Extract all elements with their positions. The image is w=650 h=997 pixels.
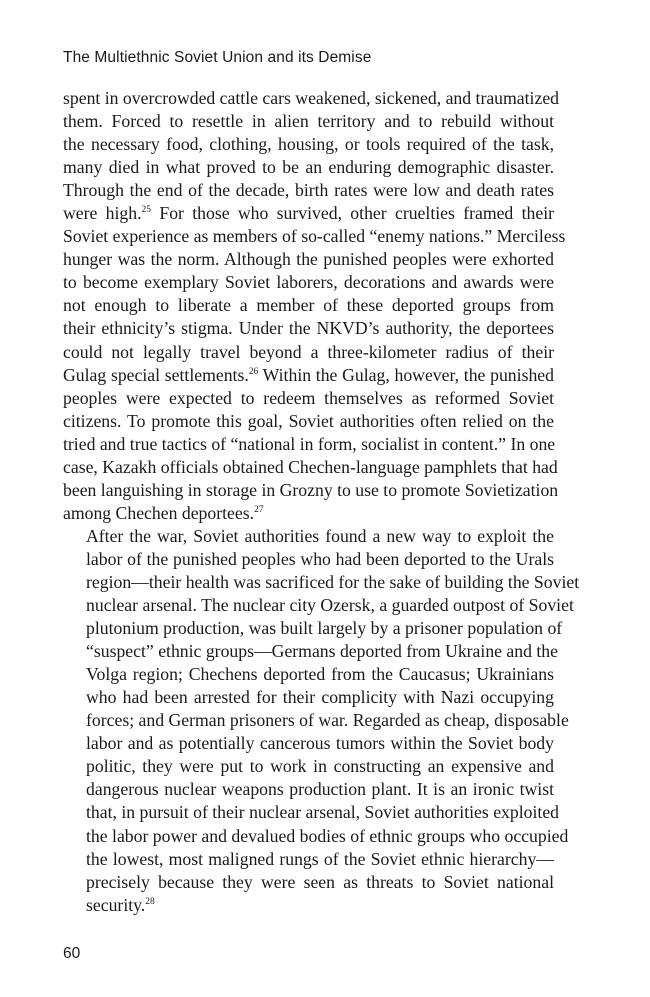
text-line xyxy=(63,133,554,156)
text-line xyxy=(63,825,569,848)
footnote-marker[interactable]: 28 xyxy=(145,896,155,907)
footnote-marker[interactable]: 26 xyxy=(248,366,259,377)
text-run: hunger was the norm. Although the punished peoples were exhorted xyxy=(63,249,554,270)
text-run: “suspect” ethnic groups—Germans deported from Ukraine and the xyxy=(86,641,559,662)
text-run: among Chechen deportees. xyxy=(63,502,255,523)
text-run: the necessary food, clothing, housing, or tools required of the task, xyxy=(63,134,554,155)
text-run: were high. xyxy=(63,203,142,224)
text-line xyxy=(63,525,554,548)
text-line xyxy=(63,709,569,732)
text-run: spent in overcrowded cattle cars weakened, sickened, and traumatized xyxy=(63,88,560,108)
text-run: labor of the punished peoples who had been deported to the Urals xyxy=(86,548,554,569)
text-line xyxy=(63,801,560,824)
text-run: been languishing in storage in Grozny to use to promote Sovietization xyxy=(63,479,559,500)
text-line xyxy=(63,548,554,571)
text-run: labor and as potentially cancerous tumors within the Soviet body xyxy=(86,733,554,754)
text-line xyxy=(63,179,554,202)
body-text xyxy=(63,87,580,917)
paragraph xyxy=(63,87,566,525)
text-run: the lowest, most maligned rungs of the Soviet ethnic hierarchy— xyxy=(86,848,554,869)
text-line xyxy=(63,848,554,871)
text-run: region—their health was sacrificed for the sake of building the Soviet xyxy=(86,571,580,592)
text-run: dangerous nuclear weapons production plant. It is an ironic twist xyxy=(86,779,554,800)
text-run: tried and true tactics of “national in form, socialist in content.” In one xyxy=(63,433,556,454)
text-run: that, in pursuit of their nuclear arsenal, Soviet authorities exploited xyxy=(86,802,560,823)
text-line xyxy=(63,87,560,110)
text-run: For those who survived, other cruelties framed their xyxy=(151,203,554,224)
text-run: forces; and German prisoners of war. Regarded as cheap, disposable xyxy=(86,710,569,731)
page-number: 60 xyxy=(63,945,81,962)
text-line xyxy=(63,571,580,594)
footnote-marker[interactable]: 25 xyxy=(141,205,152,216)
text-run: Soviet experience as members of so-called “enemy nations.” Merciless xyxy=(63,226,566,247)
text-run: precisely because they were seen as threats to Soviet national xyxy=(86,871,554,892)
footnote-marker[interactable]: 27 xyxy=(254,504,264,515)
text-line xyxy=(63,732,554,755)
text-run: politic, they were put to work in constructing an expensive and xyxy=(86,756,554,777)
text-line xyxy=(63,640,559,663)
text-run: Through the end of the decade, birth rates were low and death rates xyxy=(63,180,554,201)
text-run: Gulag special settlements. xyxy=(63,364,249,385)
text-line xyxy=(63,387,554,410)
text-line xyxy=(63,341,554,364)
text-line xyxy=(63,755,554,778)
text-line xyxy=(63,594,574,617)
text-run: could not legally travel beyond a three-kilometer radius of their xyxy=(63,341,554,362)
text-line xyxy=(63,225,566,248)
text-line xyxy=(63,871,554,894)
text-line xyxy=(63,410,554,433)
text-line xyxy=(63,663,554,686)
text-line xyxy=(63,156,554,179)
text-run: who had been arrested for their complicity with Nazi occupying xyxy=(86,687,554,708)
text-run: Volga region; Chechens deported from the Caucasus; Ukrainians xyxy=(86,664,554,685)
text-line xyxy=(63,294,554,317)
text-line xyxy=(63,248,554,271)
running-head: The Multiethnic Soviet Union and its Demise xyxy=(63,49,372,66)
text-run: nuclear arsenal. The nuclear city Ozersk, a guarded outpost of Soviet xyxy=(86,595,574,616)
text-run: peoples were expected to redeem themselves as reformed Soviet xyxy=(63,387,554,408)
text-line xyxy=(63,364,554,387)
text-run: the labor power and devalued bodies of ethnic groups who occupied xyxy=(86,825,569,846)
text-run: to become exemplary Soviet laborers, decorations and awards were xyxy=(63,272,554,293)
text-line xyxy=(63,271,554,294)
text-run: After the war, Soviet authorities found a new way to exploit the xyxy=(86,525,554,546)
text-run: security. xyxy=(86,894,146,915)
text-run: case, Kazakh officials obtained Chechen-language pamphlets that had xyxy=(63,456,558,477)
text-run: their ethnicity’s stigma. Under the NKVD’s authority, the deportees xyxy=(63,318,554,339)
text-line xyxy=(63,456,558,479)
paragraph xyxy=(63,525,580,917)
text-run: Within the Gulag, however, the punished xyxy=(258,364,554,385)
text-line xyxy=(63,479,559,502)
text-run: not enough to liberate a member of these deported groups from xyxy=(63,295,554,316)
text-line xyxy=(63,433,554,456)
text-run: plutonium production, was built largely by a prisoner population of xyxy=(86,618,563,639)
text-run: citizens. To promote this goal, Soviet authorities often relied on the xyxy=(63,410,554,431)
text-line xyxy=(63,894,554,917)
text-line xyxy=(63,617,563,640)
text-run: them. Forced to resettle in alien territory and to rebuild without xyxy=(63,111,554,132)
text-line xyxy=(63,202,554,225)
text-line xyxy=(63,686,554,709)
text-run: many died in what proved to be an enduring demographic disaster. xyxy=(63,157,554,178)
text-line xyxy=(63,502,554,525)
text-line xyxy=(63,778,554,801)
text-line xyxy=(63,317,554,340)
text-line xyxy=(63,110,554,133)
